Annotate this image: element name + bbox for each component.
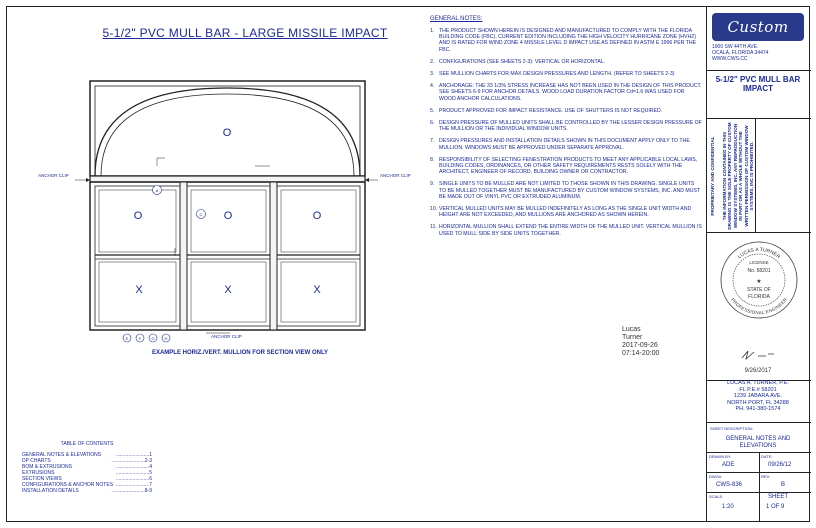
notes-list <box>430 28 702 243</box>
note-item: 9. SINGLE UNITS TO BE MULLED ARE NOT LIMITED TO THOSE SHOWN IN THIS DRAWING. SINGLE UNITS TO BE MULLED TOGETHER MUST BE MANUFACTURED BY CUSTOM WINDOW SYSTEMS, INC. AND MUST BE MADE OUT OF VINYL PVC OR EXTRUDED ALUMINUM. <box>430 181 701 200</box>
toc-page: 2-3 <box>144 458 152 464</box>
table-of-contents <box>22 441 152 494</box>
note-item: 11. HORIZONTAL MULLION SHALL EXTEND THE ENTIRE WIDTH OF THE MULLED UNIT. VERTICAL MULLION IS USED TO MULL SIDE BY SIDE UNITS TOGETHER. <box>430 224 702 237</box>
signature-date: 2017-09-26 <box>622 342 658 349</box>
signature-scribble <box>742 351 774 359</box>
engineer-line: NORTH PORT, FL 34288 <box>727 399 789 406</box>
section-callouts-top <box>153 186 162 195</box>
section-callouts-bottom <box>123 334 170 342</box>
mark-middle-right: O <box>312 210 322 222</box>
tb-divider <box>707 70 811 71</box>
note-item: 4. ANCHORAGE: THE 33 1/3% STRESS INCREASE HAS NOT BEEN USED IN THE DESIGN OF THIS PRODUCT. SEE SHEETS 6-9 FOR ANCHOR DETAILS. WOOD LOAD DURATION FACTOR Cd=1.6 WAS USED FOR WOOD ANCHOR CALCULATIONS. <box>430 83 702 102</box>
callout-bottom-3-label: G <box>151 336 155 341</box>
engineer-line: 1239 JABARA AVE. <box>733 393 783 400</box>
note-item: 10. VERTICAL MULLED UNITS MAY BE MULLED INDEFINITELY AS LONG AS THE SINGLE UNIT WIDTH AND HEIGHT ARE NOT EXCEEDED, AND MULLIONS ARE ANCHORED AS SHOWN HEREIN. <box>430 206 702 218</box>
toc-row: INSTALLATION DETAILS ........................ 8-9 <box>22 488 152 494</box>
vertical-mullion-left <box>180 182 187 330</box>
toc-name: BOM & EXTRUSIONS <box>22 464 73 470</box>
note-text: DESIGN PRESSURES AND INSTALLATION DETAILS SHOWN IN THIS DOCUMENT APPLY ONLY TO THE MULLION. WINDOWS MUST BE APPROVED UNDER SEPARATE APPROVAL. <box>439 138 690 151</box>
note-text: DESIGN PRESSURE OF MULLED UNITS SHALL BE CONTROLLED BY THE LESSER DESIGN PRESSURE OF THE MULLION OR THE INDIVIDUAL WINDOW UNITS. <box>439 120 702 133</box>
note-text: ANCHORAGE: THE 33 1/3% STRESS INCREASE HAS NOT BEEN USED IN THE DESIGN OF THIS PRODUCT. SEE SHEETS 6-9 FOR ANCHOR DETAILS. WOOD LOAD DURATION FACTOR Cd=1.6 WAS USED FOR WOOD ANCHOR CALCULATIONS. <box>439 83 702 102</box>
mark-bottom-right: X <box>313 284 321 296</box>
lower-frame-outer <box>90 182 365 330</box>
seal-state-line-1: STATE OF <box>747 287 771 293</box>
dwg-number: CWS-836 <box>716 482 743 488</box>
engineer-line: LUCAS A. TURNER, P.E. <box>727 380 789 386</box>
toc-page: 1 <box>149 452 152 458</box>
toc-page: 8-9 <box>144 488 152 494</box>
seal-license-no: No. 58201 <box>747 268 771 274</box>
seal-state-line-2: FLORIDA <box>748 294 770 300</box>
digital-signature-stamp <box>622 326 659 358</box>
note-item: 1. THE PRODUCT SHOWN HEREIN IS DESIGNED AND MANUFACTURED TO COMPLY WITH THE FLORIDA BUILDING CODE (FBC), CURRENT EDITION INCLUDING THE HIGH VELOCITY HURRICANE ZONE (HVHZ) AND IS RATED FOR WIND ZONE 4 MISSILE LEVEL D IMPACT USE AS DEFINED IN ASTM E 1996 PER THE FBC. <box>430 28 702 53</box>
engineer-seal <box>718 232 800 328</box>
drawn-by-label: DRAWN BY: <box>709 454 732 459</box>
dwg-label: DWG#: <box>709 474 723 479</box>
seal-ring-top-text: LUCAS A TURNER <box>736 246 782 261</box>
callout-bottom-2-label: F <box>138 336 142 341</box>
toc-page: 5 <box>149 470 152 476</box>
toc-row: SECTION VIEWS ........................ 6 <box>22 476 152 482</box>
company-logo: Custom <box>712 13 804 41</box>
toc-name: EXTRUSIONS <box>22 470 55 476</box>
seal-signature-date: 9/26/2017 <box>744 368 772 374</box>
confidential-text: THE INFORMATION CONTAINED IN THIS DRAWING IS THE SOLE PROPERTY OF CUSTOM WINDOW SYSTEMS, INC. ANY REPRODUCTION IN PART OR AS A WHOLE WITHOUT THE WRITTEN PERMISSION OF CUSTOM WINDOW SYSTEMS, INC IS PROHIBITED. <box>722 122 755 230</box>
tb-divider <box>707 118 811 119</box>
section-arrow-1 <box>157 158 165 166</box>
anchor-clip-left-label: ANCHOR CLIP <box>38 173 69 178</box>
mark-arch: O <box>222 127 232 139</box>
note-item: 8. RESPONSIBILITY OF SELECTING FENESTRATION PRODUCTS TO MEET ANY APPLICABLE LOCAL LAWS, BUILDING CODES, ORDINANCES, OR OTHER SAFETY REQUIREMENTS RESTS SOLELY WITH THE ARCHITECT, ENGINEER OF RECORD, BUILDING OWNER OR CONTRACTOR. <box>430 157 702 176</box>
lower-frame-inner <box>95 186 360 326</box>
seal-license-label: LICENSE <box>749 260 769 265</box>
engineer-line: PH. 941-380-1574 <box>735 406 781 413</box>
engineer-line: FL P.E.# 58201 <box>739 386 777 393</box>
revision: B <box>781 482 786 488</box>
address-line: 1900 SW 44TH AVE. <box>712 44 759 50</box>
toc-name: CONFIGURATIONS & ANCHOR NOTES <box>22 482 114 488</box>
toc-row: GENERAL NOTES & ELEVATIONS ........................ 1 <box>22 452 152 458</box>
vertical-mullion-right <box>270 182 277 330</box>
seal-ring-bottom-text: PROFESSIONAL ENGINEER <box>730 297 788 316</box>
note-item: 2. CONFIGURATIONS (SEE SHEETS 2-3): VERTICAL OR HORIZONTAL. <box>430 59 702 65</box>
toc-name: SECTION VIEWS <box>22 476 62 482</box>
toc-row: BOM & EXTRUSIONS ........................ 4 <box>22 464 152 470</box>
callout-bottom-1-label: E <box>125 336 129 341</box>
horizontal-mullion <box>90 176 365 182</box>
seal-signature <box>740 348 780 362</box>
sheet-number: 1 OF 9 <box>766 504 785 510</box>
notes-heading: GENERAL NOTES: <box>430 16 483 22</box>
toc-row: CONFIGURATIONS & ANCHOR NOTES ........................ 7 <box>22 482 152 488</box>
company-tagline: WINDOW SYSTEMS <box>739 36 777 41</box>
address-line: WWW.CWS.CC <box>712 56 748 62</box>
toc-title: TABLE OF CONTENTS <box>60 441 114 447</box>
scale: 1:20 <box>722 504 734 510</box>
tb-vdivider <box>759 452 760 522</box>
toc-row: EXTRUSIONS ........................ 5 <box>22 470 152 476</box>
section-callouts-mid <box>197 210 206 219</box>
anchor-clip-right-label: ANCHOR CLIP <box>380 173 411 178</box>
engineer-info <box>712 380 804 413</box>
toc-row: DP CHARTS ........................ 2-3 <box>22 458 152 464</box>
rev-label: REV: <box>761 474 771 479</box>
signature-time: 07:14-20:00 <box>622 350 660 357</box>
toc-name: GENERAL NOTES & ELEVATIONS <box>22 452 102 458</box>
note-text: PRODUCT APPROVED FOR IMPACT RESISTANCE. USE OF SHUTTERS IS NOT REQUIRED. <box>439 107 663 114</box>
note-text: SINGLE UNITS TO BE MULLED ARE NOT LIMITED TO THOSE SHOWN IN THIS DRAWING. SINGLE UNITS TO BE MULLED TOGETHER MUST BE MANUFACTURED BY CUSTOM WINDOW SYSTEMS, INC. AND MUST BE MADE OUT OF VINYL PVC OR EXTRUDED ALUMINUM. <box>439 181 701 200</box>
company-address <box>712 44 768 62</box>
mark-middle-center: O <box>223 210 233 222</box>
sheet-label: SHEET <box>768 494 789 500</box>
sheet-description: GENERAL NOTES AND ELEVATIONS <box>725 436 791 449</box>
drawing-title: 5-1/2" PVC MULL BAR - LARGE MISSILE IMPACT <box>102 26 388 40</box>
toc-page: 7 <box>149 482 152 488</box>
note-text: CONFIGURATIONS (SEE SHEETS 2-3): VERTICAL OR HORIZONTAL. <box>439 58 606 65</box>
callout-top-1-label: A <box>155 188 159 193</box>
project-title: 5-1/2" PVC MULL BAR IMPACT <box>715 75 801 93</box>
anchor-clip-bottom-label: ANCHOR CLIP <box>211 334 242 339</box>
tb-divider <box>707 422 811 423</box>
drawing-date: 09/26/12 <box>768 462 792 468</box>
drawn-by: ADE <box>722 462 735 468</box>
mark-bottom-center: X <box>224 284 232 296</box>
seal-star-icon: ★ <box>756 278 762 285</box>
toc-page: 6 <box>149 476 152 482</box>
elevation-caption: EXAMPLE HORIZ./VERT. MULLION FOR SECTION VIEW ONLY <box>151 350 329 356</box>
note-item: 6. DESIGN PRESSURE OF MULLED UNITS SHALL BE CONTROLLED BY THE LESSER DESIGN PRESSURE OF THE MULLION OR THE INDIVIDUAL WINDOW UNITS. <box>430 120 702 133</box>
callout-mid-1-label: C <box>199 212 203 217</box>
note-item: 5. PRODUCT APPROVED FOR IMPACT RESISTANCE. USE OF SHUTTERS IS NOT REQUIRED. <box>430 108 702 114</box>
note-item: 3. SEE MULLION CHARTS FOR MAX DESIGN PRESSURES AND LENGTH. (REFER TO SHEETS 2-3) <box>430 71 702 77</box>
callout-bottom-4-label: H <box>164 336 168 341</box>
note-text: HORIZONTAL MULLION SHALL EXTEND THE ENTIRE WIDTH OF THE MULLED UNIT. VERTICAL MULLION IS USED TO MULL SIDE BY SIDE UNITS TOGETHER. <box>439 224 702 237</box>
signer-first-name: Lucas <box>622 326 641 333</box>
tb-vdivider <box>755 118 756 232</box>
note-text: VERTICAL MULLED UNITS MAY BE MULLED INDEFINITELY AS LONG AS THE SINGLE UNIT WIDTH AND HEIGHT ARE NOT EXCEEDED, AND MULLIONS ARE ANCHORED AS SHOWN HEREIN. <box>439 206 692 219</box>
note-text: SEE MULLION CHARTS FOR MAX DESIGN PRESSURES AND LENGTH. (REFER TO SHEETS 2-3) <box>439 71 675 78</box>
toc-name: DP CHARTS <box>22 458 51 464</box>
confidential-heading: PROPRIETARY AND CONFIDENTIAL <box>710 136 715 216</box>
date-label: DATE: <box>761 454 773 459</box>
note-item: 7. DESIGN PRESSURES AND INSTALLATION DETAILS SHOWN IN THIS DOCUMENT APPLY ONLY TO THE MULLION. WINDOWS MUST BE APPROVED UNDER SEPARATE APPROVAL. <box>430 138 702 150</box>
scale-label: SCALE: <box>709 494 724 499</box>
address-line: OCALA, FLORIDA 34474 <box>712 50 769 56</box>
sheet-description-label: SHEET DESCRIPTION: <box>710 426 753 431</box>
signer-last-name: Turner <box>622 334 643 341</box>
mark-bottom-left: X <box>135 284 143 296</box>
note-text: RESPONSIBILITY OF SELECTING FENESTRATION PRODUCTS TO MEET ANY APPLICABLE LOCAL LAWS, BUILDING CODES, ORDINANCES, OR OTHER SAFETY REQUIREMENTS RESTS SOLELY WITH THE ARCHITECT, ENGINEER OF RECORD, BUILDING OWNER OR CONTRACTOR. <box>439 156 698 176</box>
toc-name: INSTALLATION DETAILS <box>22 488 79 494</box>
note-text: THE PRODUCT SHOWN HEREIN IS DESIGNED AND MANUFACTURED TO COMPLY WITH THE FLORIDA BUILDING CODE (FBC), CURRENT EDITION INCLUDING THE HIGH VELOCITY HURRICANE ZONE (HVHZ) AND IS RATED FOR WIND ZONE 4 MISSILE LEVEL D IMPACT USE AS DEFINED IN ASTM E 1996 PER THE FBC. <box>439 28 697 53</box>
toc-page: 4 <box>149 464 152 470</box>
mark-middle-left: O <box>133 210 143 222</box>
